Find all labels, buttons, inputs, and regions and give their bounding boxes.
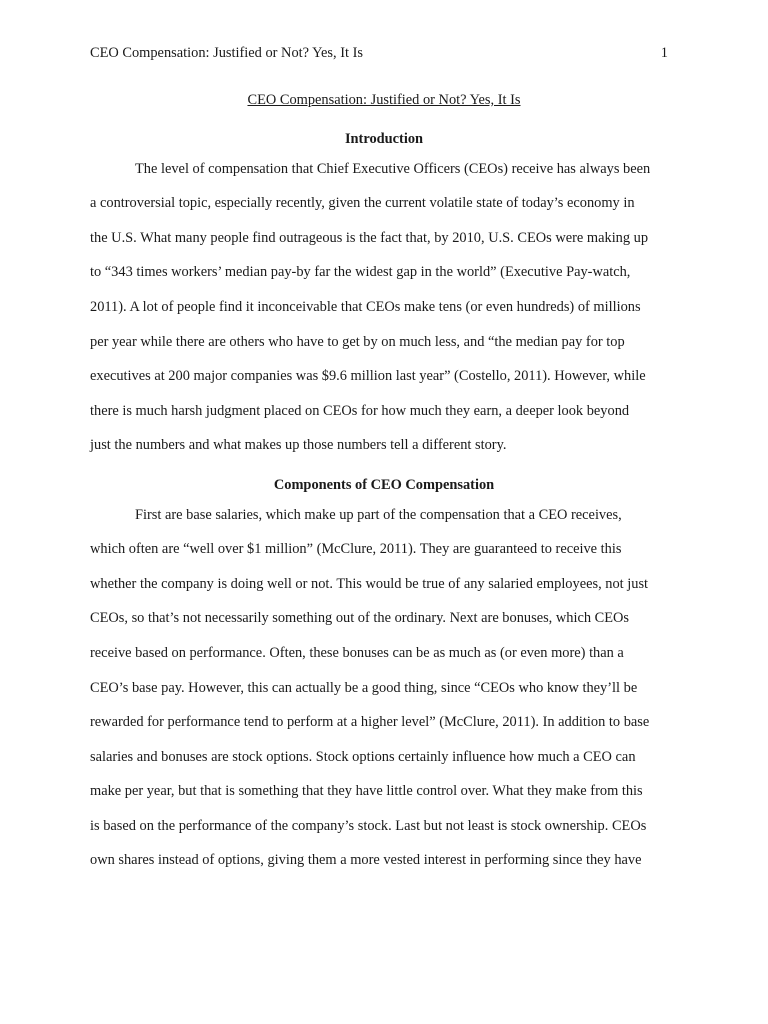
paragraph-line: per year while there are others who have to get by on much less, and “the median pay for top: [90, 333, 625, 350]
paragraph-line: executives at 200 major companies was $9.6 million last year” (Costello, 2011). However, while: [90, 368, 646, 385]
paragraph-line: The level of compensation that Chief Executive Officers (CEOs) receive has always been: [135, 160, 651, 177]
paragraph-line: which often are “well over $1 million” (McClure, 2011). They are guaranteed to receive this: [90, 541, 622, 558]
paragraph-line: receive based on performance. Often, these bonuses can be as much as (or even more) than a: [90, 644, 624, 661]
paragraph-line: CEOs, so that’s not necessarily something out of the ordinary. Next are bonuses, which CEOs: [90, 610, 630, 627]
paragraph-line: there is much harsh judgment placed on CEOs for how much they earn, a deeper look beyond: [90, 402, 630, 419]
section-heading-components: Components of CEO Compensation: [273, 476, 495, 493]
page-number: 1: [660, 45, 668, 61]
paper-title: CEO Compensation: Justified or Not? Yes, It Is: [247, 92, 521, 108]
paragraph-line: is based on the performance of the company’s stock. Last but not least is stock ownership. CEOs: [90, 817, 647, 834]
document-body: [90, 131, 678, 883]
paragraph-line: just the numbers and what makes up those numbers tell a different story.: [90, 437, 507, 454]
paragraph-line: First are base salaries, which make up part of the compensation that a CEO receives,: [135, 506, 622, 523]
paragraph-line: CEO’s base pay. However, this can actually be a good thing, since “CEOs who know they’ll be: [90, 679, 638, 696]
running-head: [90, 44, 668, 62]
section-heading-introduction: Introduction: [344, 131, 424, 147]
paragraph-line: to “343 times workers’ median pay-by far the widest gap in the world” (Executive Pay-watch,: [90, 264, 631, 281]
paragraph-line: 2011). A lot of people find it inconceivable that CEOs make tens (or even hundreds) of millions: [90, 298, 641, 315]
paragraph-line: make per year, but that is something that they have little control over. What they make from this: [90, 783, 643, 800]
running-head-title: CEO Compensation: Justified or Not? Yes, It Is: [90, 45, 364, 61]
paragraph-line: a controversial topic, especially recently, given the current volatile state of today’s economy in: [90, 195, 635, 212]
paragraph-line: own shares instead of options, giving them a more vested interest in performing since they have: [90, 852, 642, 869]
paragraph-line: whether the company is doing well or not. This would be true of any salaried employees, not just: [90, 575, 649, 592]
paragraph-line: rewarded for performance tend to perform at a higher level” (McClure, 2011). In addition to base: [90, 714, 650, 731]
paragraph-line: the U.S. What many people find outrageous is the fact that, by 2010, U.S. CEOs were making up: [90, 229, 649, 246]
paragraph-line: salaries and bonuses are stock options. Stock options certainly influence how much a CEO can: [90, 748, 636, 765]
